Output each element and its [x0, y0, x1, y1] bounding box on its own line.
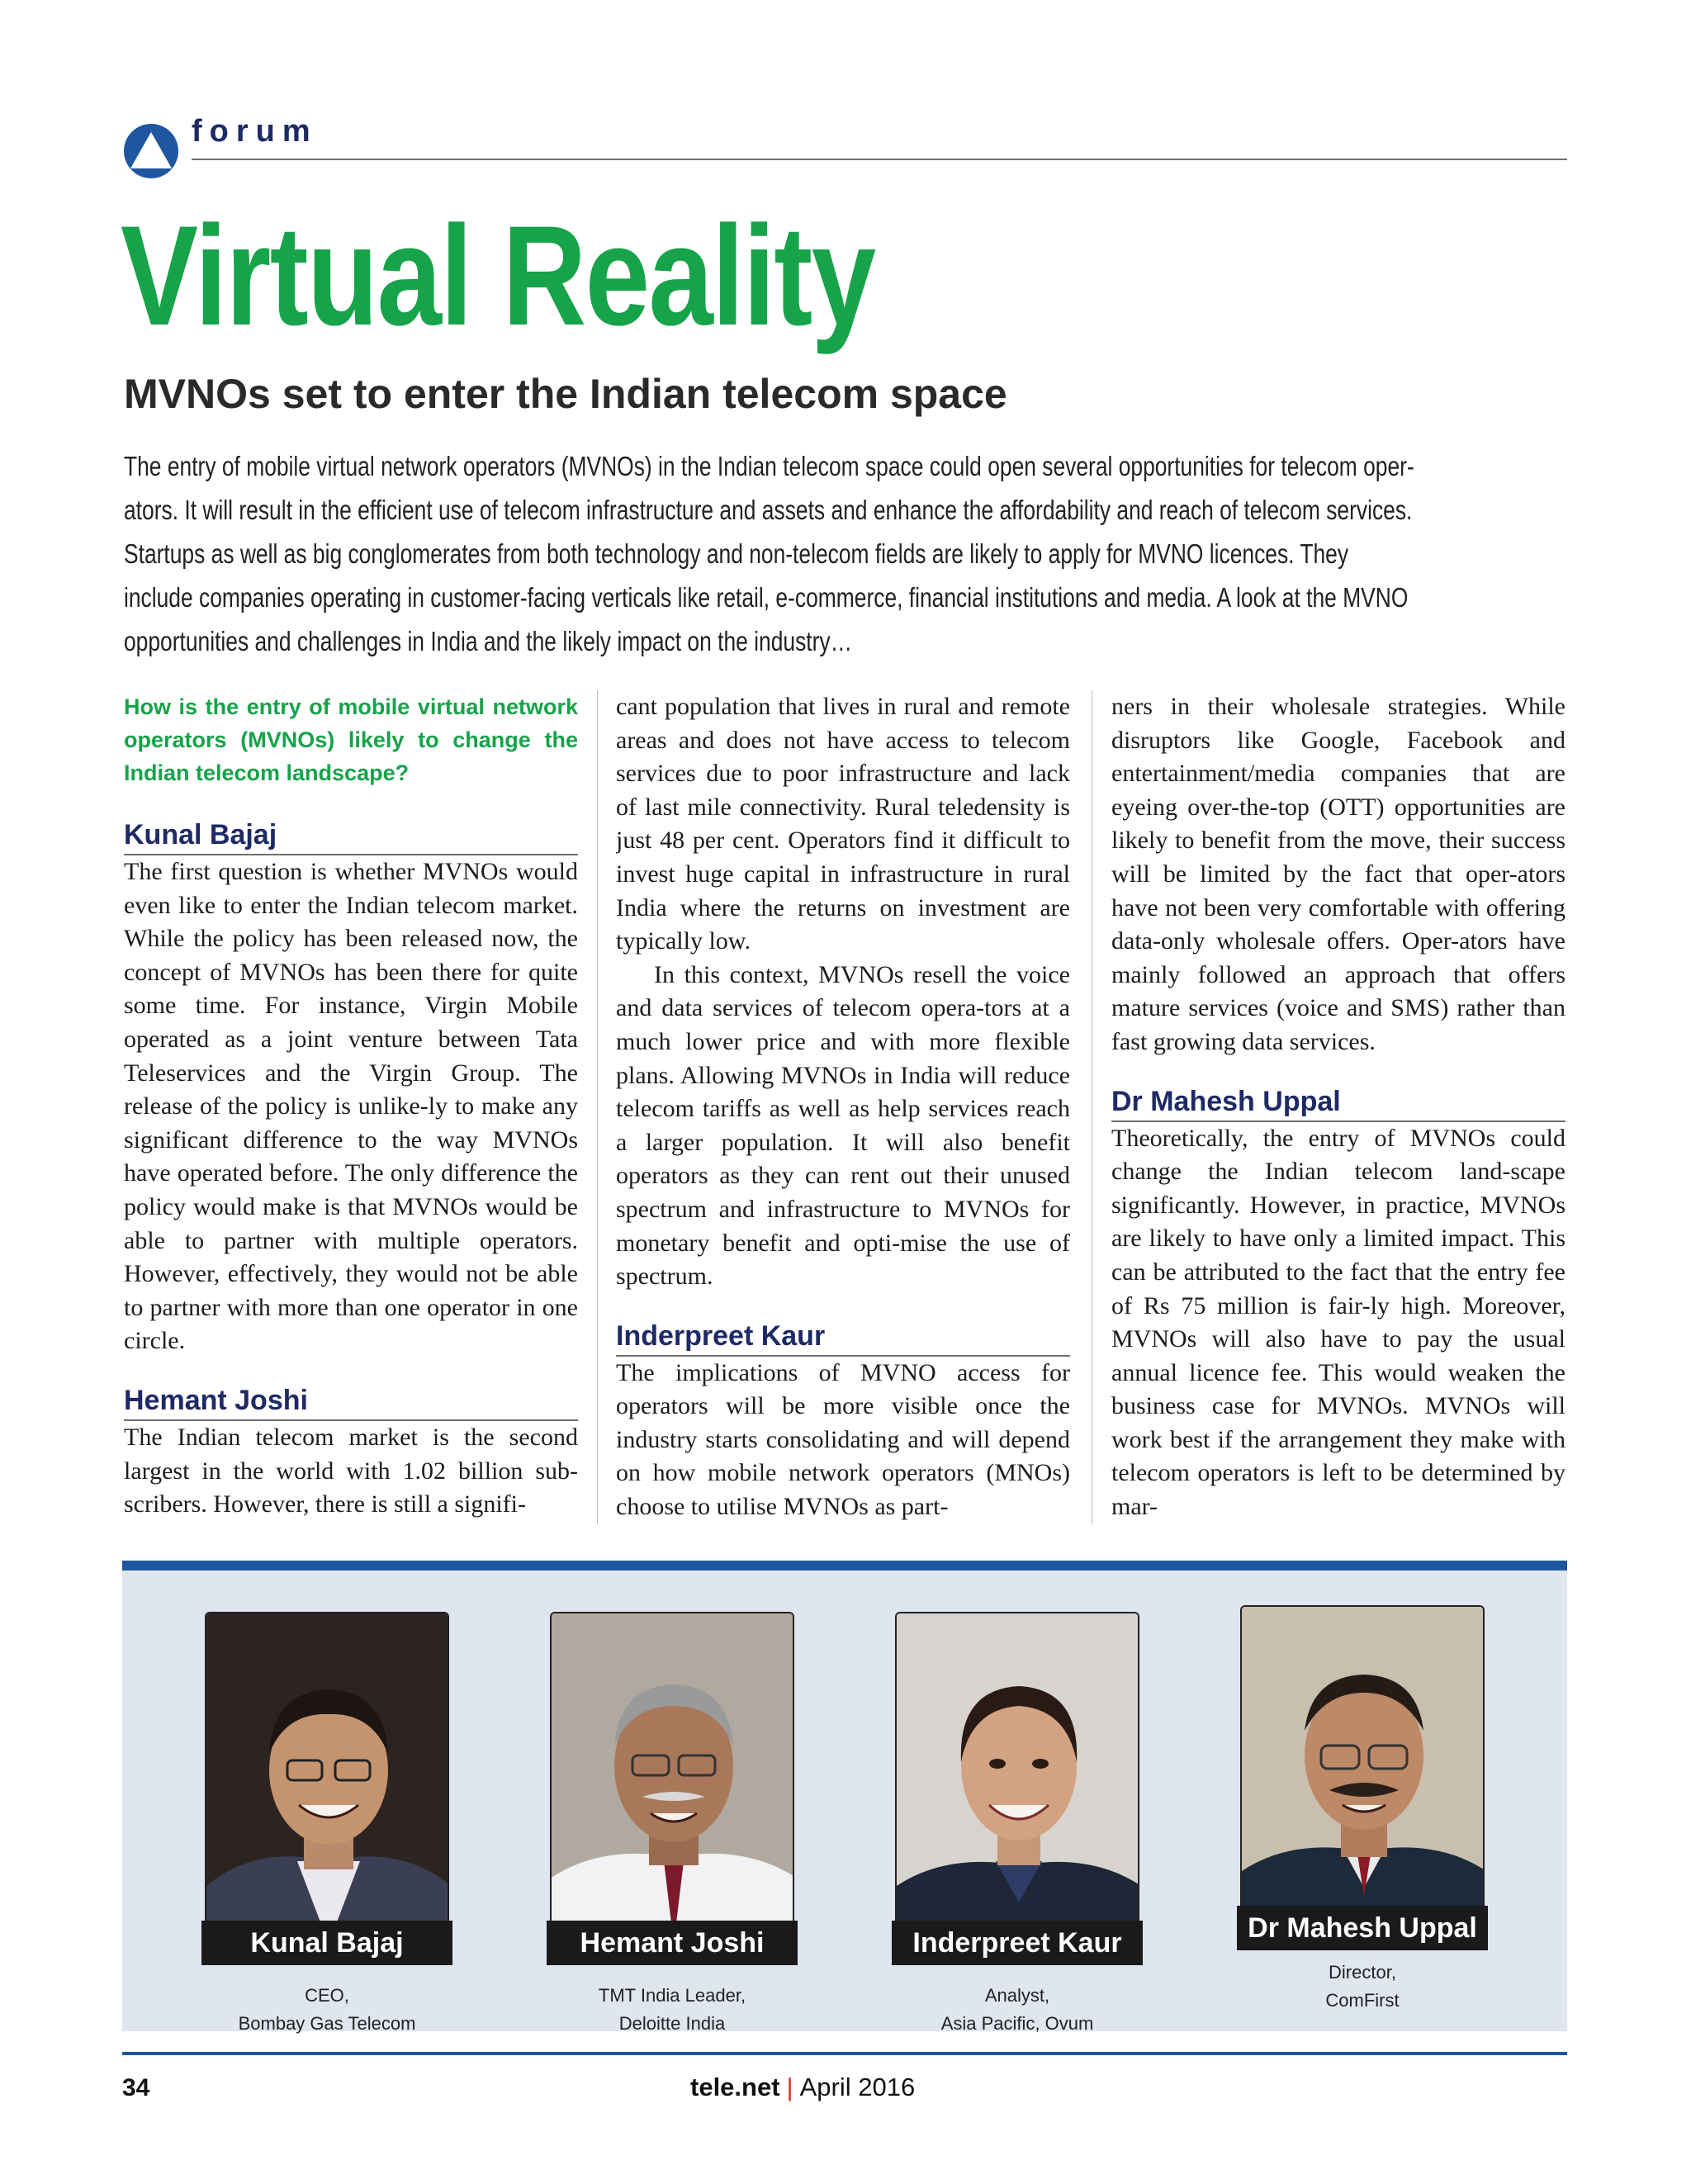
- portrait-photo: [895, 1612, 1139, 1942]
- panelist-name: Hemant Joshi: [547, 1921, 798, 1965]
- footer-rule: [122, 2052, 1567, 2055]
- article-intro: [124, 444, 1551, 663]
- footer-brand: tele.net: [690, 2073, 780, 2101]
- footer-separator: |: [786, 2073, 793, 2101]
- section-label: forum: [192, 114, 318, 149]
- paragraph: In this context, MVNOs resell the voice and data services of telecom opera-tors at a much lower price and with more flexible plans. Allowing MVNOs in India will reduce telecom tariffs as well as help services reach a larger population. It will also benefit operators as they can rent out their unused spectrum and infrastructure to MVNOs for monetary benefit and opti-mise the use of spectrum.: [616, 960, 1070, 1291]
- paragraph: The Indian telecom market is the second largest in the world with 1.02 billion sub-scribers. However, there is still a signifi-: [124, 1423, 578, 1518]
- author-heading: Inderpreet Kaur: [616, 1319, 1070, 1357]
- role-org: Asia Pacific, Ovum: [940, 2013, 1094, 2034]
- paragraph: Theoretically, the entry of MVNOs could change the Indian telecom land-scape significantly. However, in practice, MVNOs are likely to have only a limited impact. This can be attributed to the fact that the entry fee of Rs 75 million is fair-ly high. Moreover, MVNOs will also have to pay the usual annual licence fee. This would weaken the business case for MVNOs. MVNOs will work best if the arrangement they make with telecom operators is left to be determined by mar-: [1111, 1124, 1565, 1521]
- question: How is the entry of mobile virtual network operators (MVNOs) likely to change the Indian telecom landscape?: [124, 694, 578, 785]
- intro-line: ators. It will result in the efficient use of telecom infrastructure and assets and enhance the affordability and reach of telecom services.: [124, 495, 1413, 525]
- role-title: Analyst,: [984, 1985, 1050, 2006]
- panelist-role: [525, 1982, 819, 2038]
- paragraph: cant population that lives in rural and remote areas and does not have access to telecom services due to poor infrastructure and lack of last mile connectivity. Rural teledensity is just 48 per cent. Operators find it difficult to invest huge capital in infrastructure in rural India where the returns on investment are typically low.: [616, 693, 1070, 955]
- role-org: Deloitte India: [618, 2013, 726, 2034]
- role-org: Bombay Gas Telecom: [238, 2013, 416, 2034]
- article-columns: [124, 690, 1567, 1524]
- author-heading: Kunal Bajaj: [124, 817, 578, 855]
- section-rule: [192, 159, 1567, 160]
- column-1: [124, 690, 578, 1524]
- panelist-name: Inderpreet Kaur: [892, 1921, 1143, 1965]
- column-3: [1111, 690, 1565, 1524]
- paragraph: The first question is whether MVNOs would even like to enter the Indian telecom market. While the policy has been released now, the concept of MVNOs has been there for quite some time. For instance, Virgin Mobile operated as a joint venture between Tata Teleservices and the Virgin Group. The release of the policy is unlike-ly to make any significant difference to the way MVNOs have operated before. The only difference the policy would make is that MVNOs would be able to partner with multiple operators. However, effectively, they would not be able to partner with more than one operator in one circle.: [124, 858, 578, 1355]
- panelist-role: [1215, 1959, 1509, 2015]
- role-title: Director,: [1329, 1962, 1396, 1983]
- portrait-photo: [550, 1612, 794, 1942]
- author-heading: Dr Mahesh Uppal: [1111, 1084, 1565, 1122]
- panelist-role: [180, 1982, 474, 2038]
- portrait-photo: [1240, 1605, 1485, 1935]
- intro-line: include companies operating in customer-facing verticals like retail, e-commerce, financial institutions and media. A look at the MVNO: [124, 582, 1409, 613]
- intro-line: The entry of mobile virtual network operators (MVNOs) in the Indian telecom space could open several opportunities for telecom oper-: [124, 451, 1414, 481]
- portrait-photo: [205, 1612, 449, 1942]
- intro-line: opportunities and challenges in India and the likely impact on the industry…: [124, 626, 853, 656]
- paragraph: ners in their wholesale strategies. While disruptors like Google, Facebook and entertainment/media companies that are eyeing over-the-top (OTT) opportunities are likely to benefit from the move, their success will be limited by the fact that oper-ators have not been very comfortable with offering data-only wholesale offers. Oper-ators have mainly followed an approach that offers mature services (voice and SMS) rather than fast growing data services.: [1111, 693, 1565, 1055]
- panelist-name: Kunal Bajaj: [201, 1921, 452, 1965]
- section-header: [122, 114, 1567, 165]
- article-subtitle: MVNOs set to enter the Indian telecom space: [124, 371, 1007, 417]
- role-title: CEO,: [305, 1985, 349, 2006]
- panelist-role: [870, 1982, 1164, 2038]
- page-number: 34: [122, 2074, 150, 2101]
- author-heading: Hemant Joshi: [124, 1383, 578, 1421]
- role-title: TMT India Leader,: [598, 1985, 746, 2006]
- article-title: Virtual Reality: [121, 197, 875, 355]
- panelists-panel: [122, 1561, 1567, 2034]
- footer-issue: April 2016: [799, 2073, 916, 2101]
- role-org: ComFirst: [1325, 1990, 1400, 2011]
- panelist-name: Dr Mahesh Uppal: [1237, 1906, 1488, 1950]
- column-2: [616, 690, 1070, 1524]
- triangle-circle-icon: [122, 122, 180, 180]
- paragraph: The implications of MVNO access for operators will be more visible once the industry starts consolidating and will depend on how mobile network operators (MNOs) choose to utilise MVNOs as part-: [616, 1358, 1070, 1521]
- intro-line: Startups as well as big conglomerates from both technology and non-telecom fields are likely to apply for MVNO licences. They: [124, 538, 1349, 569]
- column-divider: [597, 690, 598, 1524]
- footer-masthead: [690, 2073, 915, 2102]
